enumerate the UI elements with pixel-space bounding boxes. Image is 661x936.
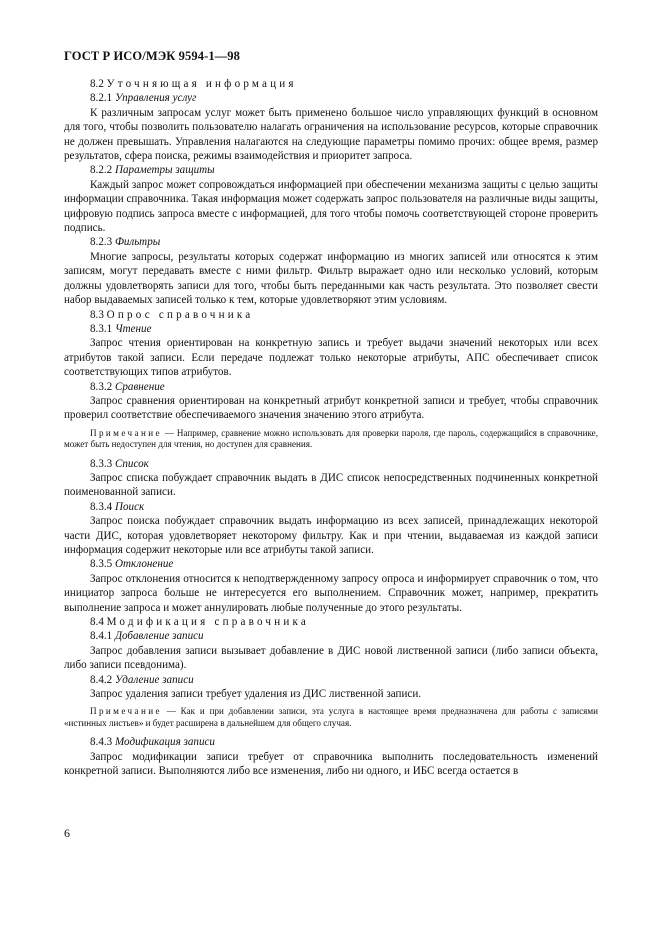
body-paragraph: Каждый запрос может сопровождаться информацией при обеспечении механизма защиты с целью защиты информации справочника. Такая информация может содержать запрос пользователя на различные виды защиты, цифровую подпись запроса вместе с информацией, для того чтобы помочь соответствующей стороне проверить подпись. [64, 178, 598, 235]
section-number: 8.4.3 [90, 736, 115, 749]
section-title: Уточняющая информация [106, 78, 297, 90]
note-text: — Например, сравнение можно использовать для проверки пароля, где пароль, содержащийся в справочнике, может быть недоступен для чтения, но доступен для сравнения. [64, 427, 598, 450]
document-body [64, 77, 598, 779]
section-heading [64, 629, 598, 643]
body-paragraph: К различным запросам услуг может быть применено большое число управляющих функций в основном для того, чтобы позволить пользователю налагать ограничения на использование ресурсов, которые справочник не должен превышать. Управления налагаются на следующие параметры помимо прочих: общее время, размер результатов, сфера поиска, режимы взаимодействия и приоритет запроса. [64, 106, 598, 163]
section-number: 8.4.2 [90, 673, 115, 686]
section-title: Список [114, 457, 149, 470]
section-heading [64, 235, 598, 249]
section-number: 8.4.1 [90, 630, 115, 643]
section-title: Чтение [114, 322, 152, 335]
section-number: 8.3.3 [90, 457, 115, 470]
section-heading [64, 380, 598, 394]
section-heading [64, 615, 598, 629]
section-number: 8.3.4 [90, 500, 115, 513]
body-paragraph: Запрос поиска побуждает справочник выдать информацию из всех записей, принадлежащих некоторой части ДИС, которая удовлетворяет некоторому фильтру. Как и при чтении, выдаваемая из каждой записи информация содержит некоторые или все атрибуты такой записи. [64, 515, 598, 556]
body-paragraph: Запрос сравнения ориентирован на конкретный атрибут конкретной записи и требует, чтобы справочник проверил соответствие обеспечиваемого значения значению этого атрибута. [64, 394, 598, 422]
section-number: 8.3.5 [90, 558, 115, 571]
page-header: ГОСТ Р ИСО/МЭК 9594-1—98 [64, 49, 240, 63]
note-label: Примечание [90, 427, 162, 438]
note-paragraph [64, 706, 598, 729]
body-paragraph: Многие запросы, результаты которых содержат информацию из многих записей или относятся к этим записям, могут передавать вместе с ними фильтр. Фильтр выражает одно или несколько условий, которым должны удовлетворять записи для того, чтобы быть переданными как часть результата. Это позволяет свести набор выдаваемых записей только к тем, которые удовлетворяют этим условиям. [64, 250, 598, 307]
section-title: Добавление записи [114, 630, 204, 643]
section-number: 8.2.2 [90, 164, 115, 177]
section-title: Опрос справочника [106, 308, 254, 321]
section-number: 8.4 [90, 616, 107, 629]
section-title: Модификация справочника [106, 616, 310, 629]
section-heading [64, 91, 598, 105]
section-title: Удаление записи [114, 673, 194, 686]
section-heading [64, 500, 598, 514]
section-title: Фильтры [114, 236, 161, 249]
section-number: 8.3 [90, 308, 107, 321]
section-number: 8.2.3 [90, 236, 115, 249]
body-paragraph: Запрос модификации записи требует от справочника выполнить последовательность изменений конкретной записи. Выполняются либо все изменения, либо ни одного, и ИБС всегда остается в [64, 750, 598, 778]
section-heading [64, 457, 598, 471]
section-title: Поиск [114, 500, 145, 513]
section-number: 8.2.1 [90, 92, 115, 105]
section-number: 8.3.2 [90, 380, 115, 393]
note-paragraph [64, 428, 598, 451]
body-paragraph: Запрос списка побуждает справочник выдать в ДИС список непосредственных подчиненных конкретной поименованной записи. [64, 471, 598, 499]
body-paragraph: Запрос чтения ориентирован на конкретную запись и требует выдачи значений некоторых или всех атрибутов такой записи. Если передаче подлежат только некоторые атрибуты, АПС обеспечивает список соответствующих типов атрибутов. [64, 337, 598, 379]
body-paragraph: Запрос добавления записи вызывает добавление в ДИС новой лиственной записи (либо записи объекта, либо записи псевдонима). [64, 644, 598, 672]
section-heading [64, 308, 598, 322]
note-text: — Как и при добавлении записи, эта услуга в настоящее время предназначена для работы с записями «истинных листьев» и будет расширена в дальнейшем для общего случая. [64, 706, 598, 728]
note-label: Примечание [90, 706, 162, 717]
section-heading [64, 322, 598, 336]
section-heading [64, 77, 598, 91]
body-paragraph: Запрос удаления записи требует удаления из ДИС лиственной записи. [90, 688, 422, 701]
section-title: Управления услуг [114, 92, 197, 105]
section-title: Параметры защиты [114, 164, 215, 177]
section-title: Отклонение [114, 558, 174, 571]
body-paragraph: Запрос отклонения относится к неподтвержденному запросу опроса и информирует справочник о том, что инициатор запроса больше не интересуется его выполнением. Справочник может, например, прекратить выполнение запроса и может аннулировать любые полученные до этого результаты. [64, 572, 598, 614]
section-heading [64, 163, 598, 177]
section-heading [64, 557, 598, 571]
section-title: Модификация записи [114, 736, 215, 749]
section-heading [64, 735, 598, 749]
section-number: 8.3.1 [90, 322, 115, 335]
page-number: 6 [64, 826, 70, 840]
section-heading [64, 673, 598, 687]
section-number: 8.2 [90, 78, 107, 90]
section-title: Сравнение [114, 380, 165, 393]
